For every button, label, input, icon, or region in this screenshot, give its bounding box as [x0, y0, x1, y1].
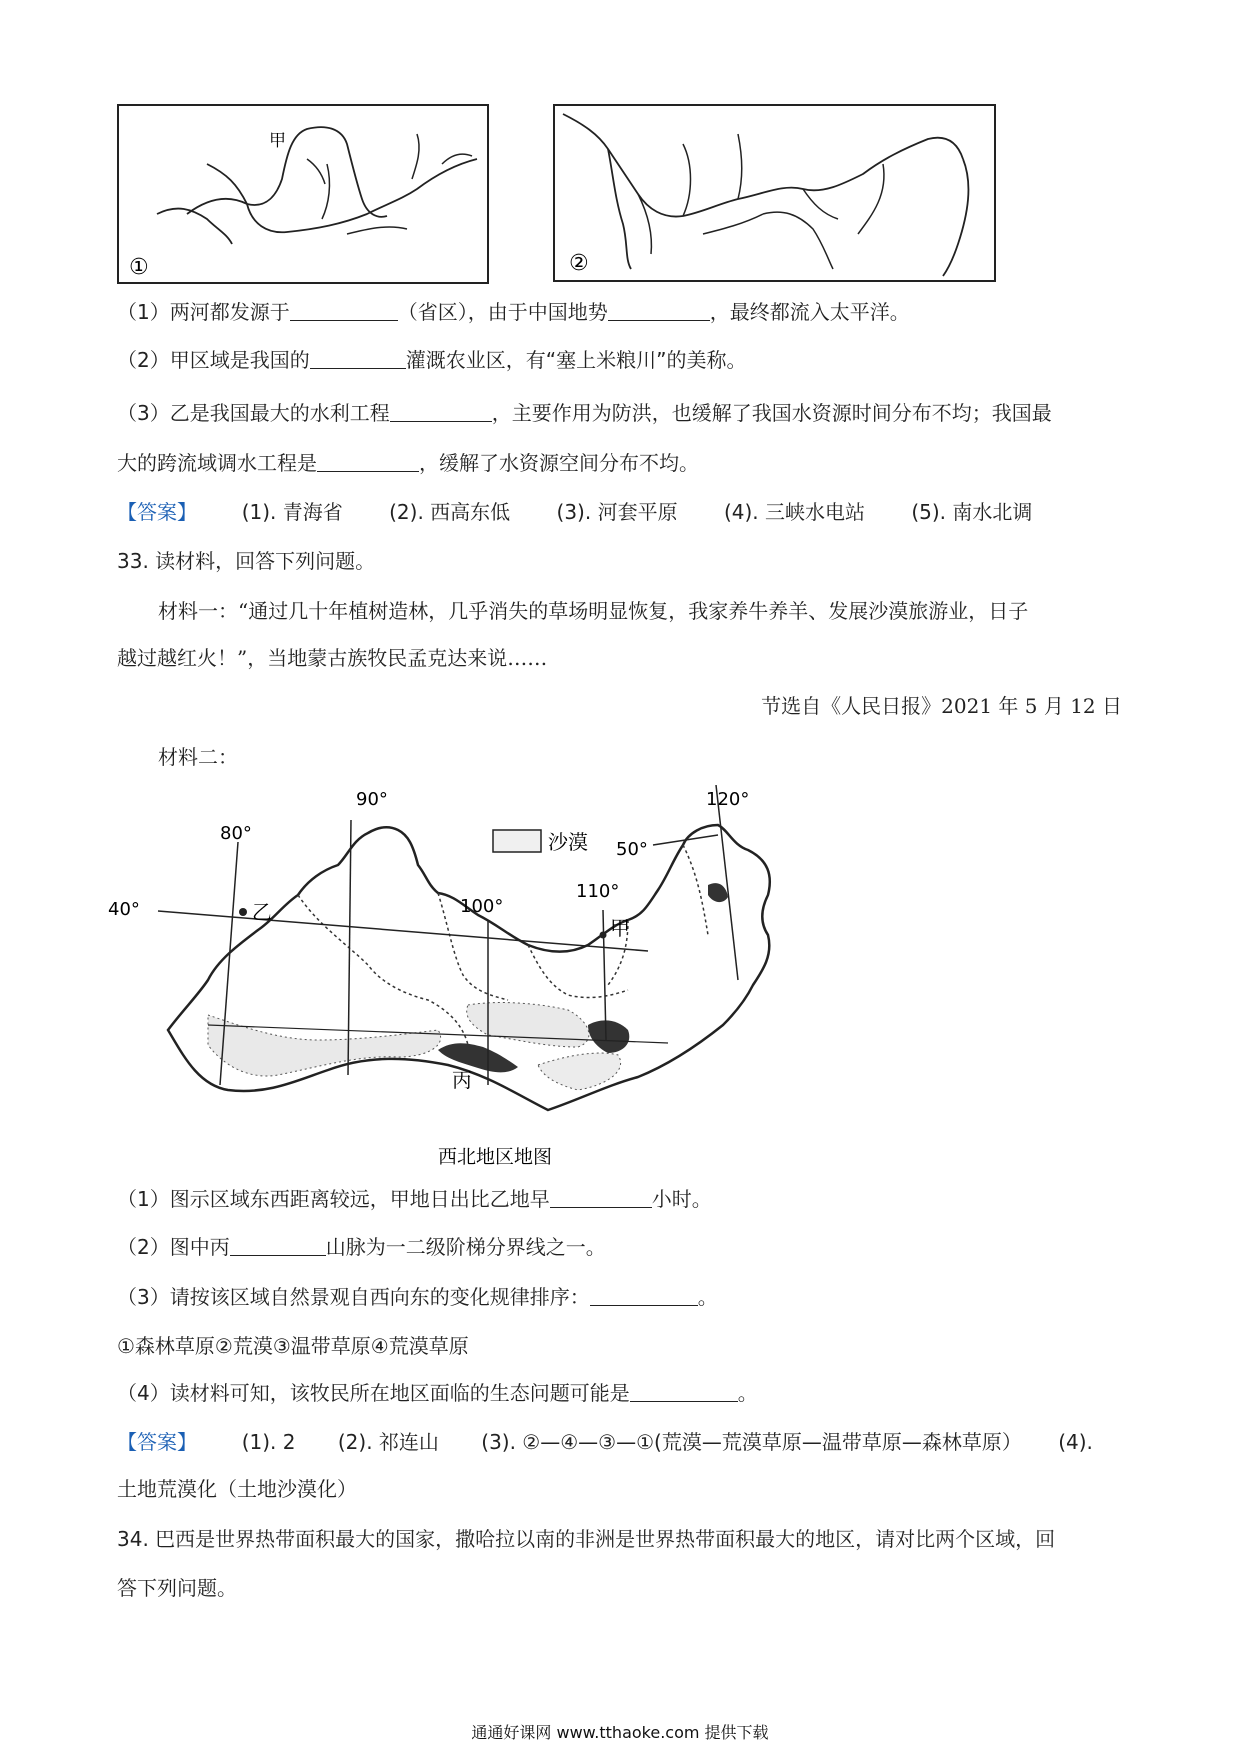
footer-watermark[interactable]: 通通好课网 www.tthaoke.com 提供下载 [471, 1723, 769, 1742]
q32-s1-text-c: ，最终都流入太平洋。 [709, 300, 910, 324]
label-bing: 丙 [452, 1068, 472, 1092]
q32-answer-1: (1). 青海省 [241, 500, 343, 524]
q33-blank-1[interactable] [550, 1187, 652, 1208]
q32-answer-4: (4). 三峡水电站 [723, 500, 865, 524]
desert-legend-label: 沙漠 [548, 830, 588, 854]
q33-blank-2[interactable] [230, 1235, 326, 1256]
map1-number: ① [129, 255, 149, 280]
label-50: 50° [616, 839, 648, 860]
q32-s1-text-a: （1）两河都发源于 [117, 300, 290, 324]
label-120: 120° [706, 789, 750, 810]
q32-line-2 [117, 345, 746, 375]
q33-answer-4: (4). [1058, 1430, 1093, 1454]
q32-line-3 [117, 398, 1052, 428]
map1-label-jia: 甲 [269, 131, 286, 151]
q33-answer-2: (2). 祁连山 [337, 1430, 439, 1454]
map-caption: 西北地区地图 [438, 1146, 553, 1168]
q32-line-1 [117, 297, 910, 327]
q32-blank-3[interactable] [310, 348, 406, 369]
q33-s1-text-b: 小时。 [651, 1187, 712, 1211]
q33-material1-line2: 越过越红火！”，当地蒙古族牧民孟克达来说…… [117, 646, 548, 670]
q33-source: 节选自《人民日报》2021 年 5 月 12 日 [761, 694, 1122, 718]
q32-s3-text-b: ，主要作用为防洪，也缓解了我国水资源时间分布不均；我国最 [491, 401, 1052, 425]
q33-s2-text-b: 山脉为一二级阶梯分界线之一。 [325, 1235, 606, 1259]
label-yi: 乙 [252, 900, 272, 924]
q32-blank-5[interactable] [317, 451, 419, 472]
meridian-120 [716, 785, 738, 980]
label-90: 90° [356, 789, 388, 810]
desert-legend-swatch [493, 830, 541, 852]
answer-tag: 【答案】 [117, 1430, 197, 1454]
q33-options: ①森林草原②荒漠③温带草原④荒漠草原 [117, 1334, 469, 1358]
q32-s2-text-b: 灌溉农业区，有“塞上米粮川”的美称。 [405, 348, 747, 372]
river-map-2 [553, 104, 996, 282]
q33-blank-3[interactable] [590, 1285, 698, 1306]
q33-line-1 [117, 1184, 712, 1214]
q33-s3-text-a: （3）请按该区域自然景观自西向东的变化规律排序： [117, 1285, 590, 1309]
q33-s2-text-a: （2）图中丙 [117, 1235, 230, 1259]
q32-s3-text-a: （3）乙是我国最大的水利工程 [117, 401, 390, 425]
q32-answer-3: (3). 河套平原 [556, 500, 678, 524]
label-40: 40° [108, 899, 140, 920]
q34-line-1: 34. 巴西是世界热带面积最大的国家，撒哈拉以南的非洲是世界热带面积最大的地区，请对比两个区域，回 [117, 1527, 1056, 1551]
q32-s2-text-a: （2）甲区域是我国的 [117, 348, 310, 372]
q33-material2-label: 材料二： [158, 745, 238, 769]
q33-s3-text-b: 。 [697, 1285, 718, 1309]
q33-s1-text-a: （1）图示区域东西距离较远，甲地日出比乙地早 [117, 1187, 550, 1211]
q33-answer-3: (3). ②—④—③—①(荒漠—荒漠草原—温带草原—森林草原） [481, 1430, 1022, 1454]
q33-material1-line1: 材料一：“通过几十年植树造林，几乎消失的草场明显恢复，我家养牛养羊、发展沙漠旅游业，日子 [158, 599, 1029, 623]
map2-number: ② [569, 251, 589, 276]
answer-tag: 【答案】 [117, 500, 197, 524]
q33-title: 33. 读材料，回答下列问题。 [117, 549, 376, 573]
river-map-1 [117, 104, 489, 284]
q33-answer [117, 1427, 1093, 1457]
q33-answer-1: (1). 2 [241, 1430, 296, 1454]
label-100: 100° [460, 896, 504, 917]
q32-answer-2: (2). 西高东低 [389, 500, 511, 524]
label-80: 80° [220, 823, 252, 844]
q33-answer-continued: 土地荒漠化（土地沙漠化） [117, 1477, 357, 1501]
q34-line-2: 答下列问题。 [117, 1576, 237, 1600]
q32-blank-4[interactable] [390, 401, 492, 422]
q33-s4-text-a: （4）读材料可知，该牧民所在地区面临的生态问题可能是 [117, 1381, 630, 1405]
q32-line-4 [117, 448, 699, 478]
label-110: 110° [576, 881, 620, 902]
q32-s3-text-c: 大的跨流域调水工程是 [117, 451, 317, 475]
q32-blank-2[interactable] [608, 300, 710, 321]
q32-s3-text-d: ，缓解了水资源空间分布不均。 [419, 451, 699, 475]
q33-line-2 [117, 1232, 606, 1262]
q33-line-3 [117, 1282, 718, 1312]
label-jia: 甲 [610, 916, 630, 940]
q32-blank-1[interactable] [290, 300, 398, 321]
q32-s1-text-b: （省区），由于中国地势 [397, 300, 608, 324]
q32-answer-5: (5). 南水北调 [911, 500, 1033, 524]
northwest-map [108, 785, 868, 1175]
q33-s4-text-b: 。 [737, 1381, 758, 1405]
q33-line-4 [117, 1378, 758, 1408]
q33-blank-4[interactable] [630, 1381, 738, 1402]
q32-answer [117, 497, 1032, 527]
